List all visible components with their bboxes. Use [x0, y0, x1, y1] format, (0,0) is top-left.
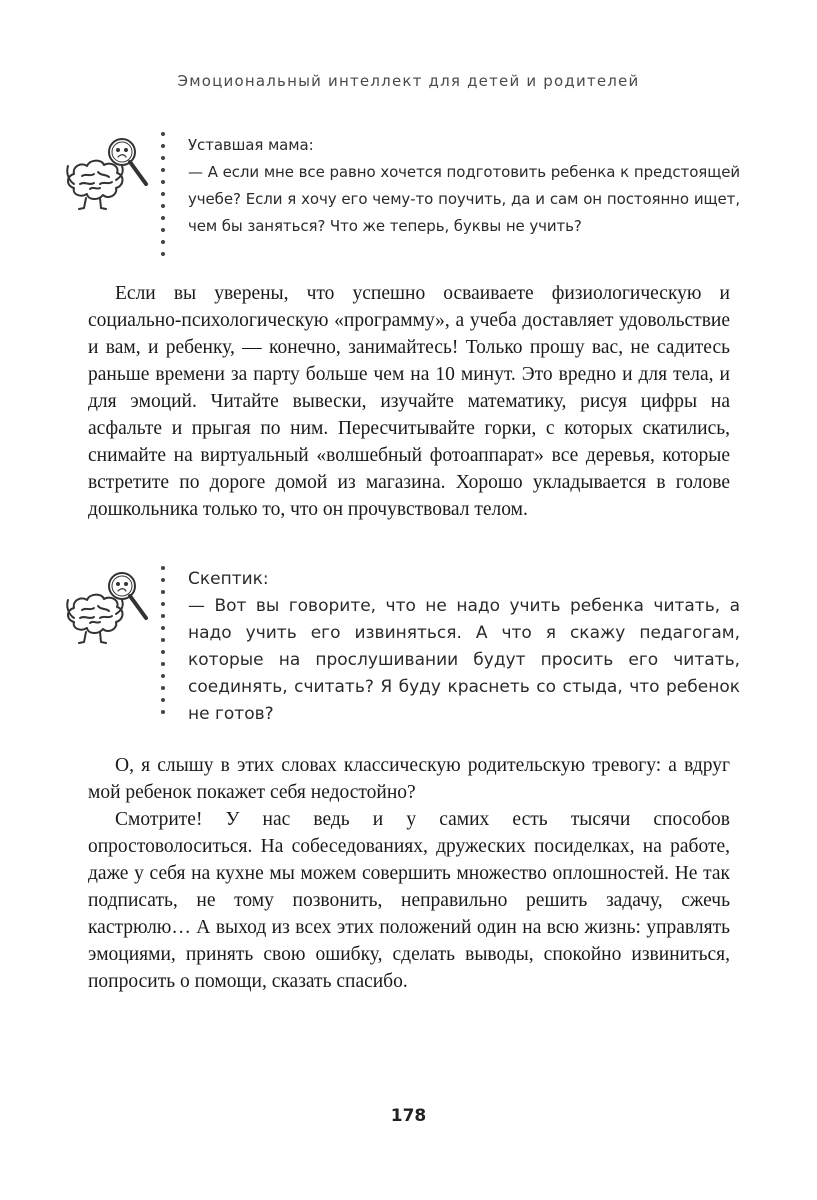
running-head: Эмоциональный интеллект для детей и родителей — [177, 72, 640, 90]
callout-text: — А если мне все равно хочется подготовить ребенка к предстоящей учебе? Если я хочу его чему-то поучить, да и сам он постоянно ищет, чем бы заняться? Что же теперь, буквы не учить? — [188, 163, 740, 235]
callout-skeptic — [60, 566, 740, 726]
paragraph: Смотрите! У нас ведь и у самих есть тысячи способов опростоволоситься. На собеседованиях, дружеских посиделках, на работе, даже у себя на кухне мы можем совершить множество оплошностей. Не так подписать, не тому позвонить, неправильно решить задачу, сжечь кастрюлю… А выход из всех этих положений один на всю жизнь: управлять эмоциями, принять свою ошибку, сделать выводы, спокойно извиниться, попросить о помощи, сказать спасибо. — [88, 809, 730, 992]
callout-tired-mom — [60, 132, 740, 272]
callout-speaker: Скептик: — [188, 569, 269, 589]
body-paragraph-block-1 — [88, 280, 730, 523]
brain-magnifier-icon — [60, 566, 156, 662]
brain-magnifier-icon — [60, 132, 156, 228]
paragraph: О, я слышу в этих словах классическую родительскую тревогу: а вдруг мой ребенок покажет себя недостойно? — [88, 755, 730, 803]
callout-text: — Вот вы говорите, что не надо учить ребенка читать, а надо учить его извиняться. А что я скажу педагогам, которые на прослушивании будут просить его читать, соединять, считать? Я буду краснеть со стыда, что ребенок не готов? — [188, 596, 740, 724]
paragraph: Если вы уверены, что успешно осваиваете физиологическую и социально-психологическую «программу», а учеба доставляет удовольствие и вам, и ребенку, — конечно, занимайтесь! Только прошу вас, не садитесь раньше времени за парту больше чем на 10 минут. Это вредно и для тела, и для эмоций. Читайте вывески, изучайте математику, рисуя цифры на асфальте и прыгая по ним. Пересчитывайте горки, с которых скатились, снимайте на виртуальный «волшебный фотоаппарат» все деревья, которые встретите по дороге домой из магазина. Хорошо укладывается в голове дошкольника только то, что он прочувствовал телом. — [88, 283, 730, 520]
callout-speaker: Уставшая мама: — [188, 136, 314, 154]
callout-dots — [158, 566, 168, 722]
callout-dots — [158, 132, 168, 264]
page-number: 178 — [390, 1106, 427, 1126]
body-paragraph-block-2 — [88, 752, 730, 995]
